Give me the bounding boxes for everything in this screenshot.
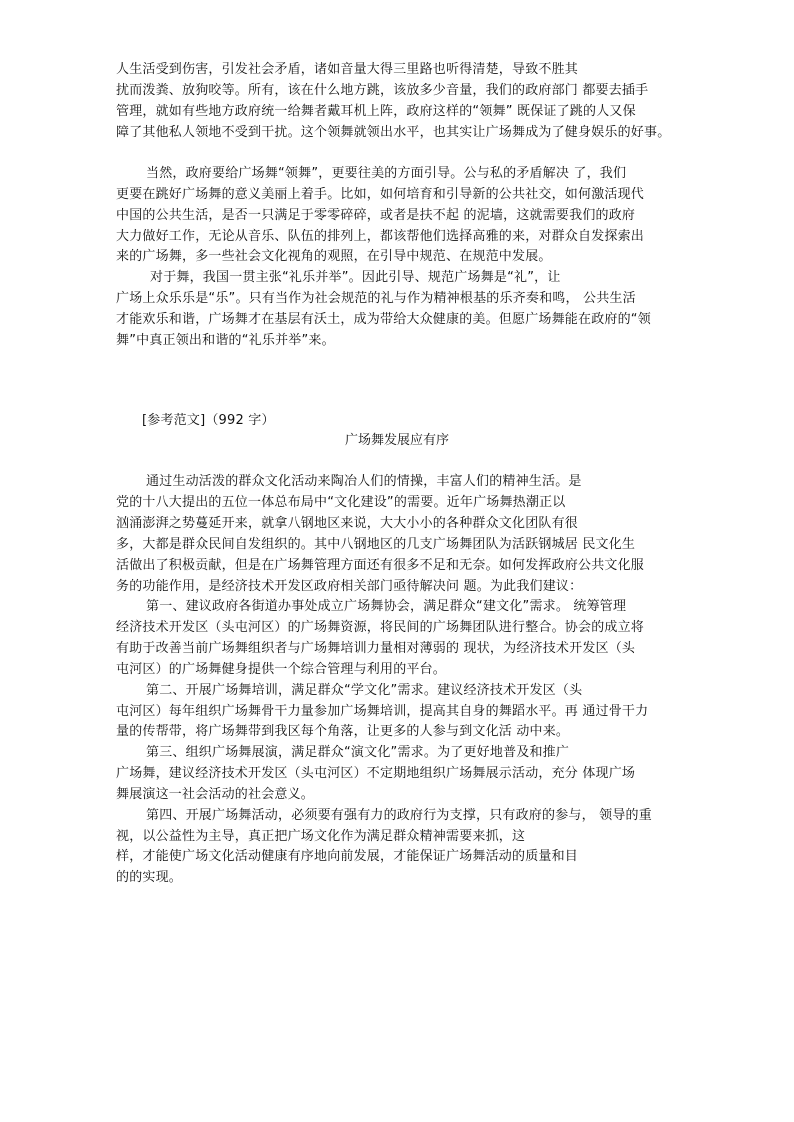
text-line: 的的实现。 xyxy=(116,870,183,885)
text-line: 第一、建议政府各街道办事处成立广场舞协会，满足群众“建文化”需求。 统筹管理 xyxy=(146,599,627,614)
text-line: 来的广场舞，多一些社会文化视角的观照，在引导中规范、在规范中发展。 xyxy=(116,249,552,264)
text-line: 第四、开展广场舞活动，必须要有强有力的政府行为支撑，只有政府的参与， 领导的重 xyxy=(146,808,652,823)
text-line: 中国的公共生活，是否一只满足于零零碎碎，或者是扶不起 的泥墙，这就需要我们的政府 xyxy=(116,208,636,223)
text-line: 第三、组织广场舞展演，满足群众“演文化”需求。为了更好地普及和推广 xyxy=(146,745,570,760)
text-line: 障了其他私人领地不受到干扰。这个领舞就领出水平，也其实让广场舞成为了健身娱乐的好事。 xyxy=(116,125,671,140)
text-line: 屯河区）的广场舞健身提供一个综合管理与利用的平台。 xyxy=(116,662,447,677)
text-line: 汹涌澎湃之势蔓延开来，就拿八钢地区来说，大大小小的各种群众文化团队有很 xyxy=(116,516,579,531)
text-line: 对于舞，我国一贯主张“礼乐并举”。因此引导、规范广场舞是“礼”，让 xyxy=(150,270,561,285)
text-line: 活做出了积极贡献，但是在广场舞管理方面还有很多不足和无奈。如何发挥政府公共文化服 xyxy=(116,558,645,573)
text-line: 扰而泼粪、放狗咬等。所有，该在什么地方跳，该放多少音量，我们的政府部门 都要去插手 xyxy=(116,83,649,98)
text-line: 通过生动活泼的群众文化活动来陶冶人们的情操，丰富人们的精神生活。是 xyxy=(146,474,582,489)
text-line: 当然，政府要给广场舞“领舞”，更要往美的方面引导。公与私的矛盾解决 了，我们 xyxy=(146,166,627,181)
text-line: 样，才能使广场文化活动健康有序地向前发展，才能保证广场舞活动的质量和目 xyxy=(116,849,579,864)
text-line: 舞”中真正领出和谐的“礼乐并举”来。 xyxy=(116,333,335,348)
essay-title: 广场舞发展应有序 xyxy=(344,433,449,448)
text-line: 量的传帮带，将广场舞带到我区每个角落，让更多的人参与到文化活 动中来。 xyxy=(116,724,570,739)
reference-label: [参考范文]（992 字） xyxy=(142,413,275,428)
text-line: 经济技术开发区（头屯河区）的广场舞资源，将民间的广场舞团队进行整合。协会的成立将 xyxy=(116,620,645,635)
text-line: 党的十八大提出的五位一体总布局中“文化建设”的需要。近年广场舞热潮正以 xyxy=(116,495,566,510)
text-line: 有助于改善当前广场舞组织者与广场舞培训力量相对薄弱的 现状，为经济技术开发区（头 xyxy=(116,641,636,656)
text-line: 广场舞，建议经济技术开发区（头屯河区）不定期地组织广场舞展示活动，充分 体现广场 xyxy=(116,766,636,781)
text-line: 广场上众乐乐是“乐”。只有当作为社会规范的礼与作为精神根基的乐齐奏和鸣， 公共生活 xyxy=(116,291,636,306)
text-line: 管理，就如有些地方政府统一给舞者戴耳机上阵，政府这样的“领舞” 既保证了跳的人又保 xyxy=(116,104,636,119)
text-line: 更要在跳好广场舞的意义美丽上着手。比如，如何培育和引导新的公共社交，如何激活现代 xyxy=(116,187,645,202)
text-line: 第二、开展广场舞培训，满足群众“学文化”需求。建议经济技术开发区（头 xyxy=(146,683,583,698)
text-line: 务的功能作用，是经济技术开发区政府相关部门亟待解决问 题。为此我们建议： xyxy=(116,579,583,594)
text-line: 屯河区）每年组织广场舞骨干力量参加广场舞培训，提高其自身的舞蹈水平。再 通过骨干力 xyxy=(116,704,649,719)
text-line: 大力做好工作，无论从音乐、队伍的排列上，都该帮他们选择高雅的来，对群众自发探索出 xyxy=(116,229,645,244)
text-line: 多，大都是群众民间自发组织的。其中八钢地区的几支广场舞团队为活跃钢城居 民文化生 xyxy=(116,537,636,552)
text-line: 人生活受到伤害，引发社会矛盾，诸如音量大得三里路也听得清楚，导致不胜其 xyxy=(116,62,579,77)
text-line: 舞展演这一社会活动的社会意义。 xyxy=(116,787,315,802)
text-line: 视，以公益性为主导，真正把广场文化作为满足群众精神需要来抓，这 xyxy=(116,829,526,844)
text-line: 才能欢乐和谐，广场舞才在基层有沃土，成为带给大众健康的美。但愿广场舞能在政府的“领 xyxy=(116,312,651,327)
